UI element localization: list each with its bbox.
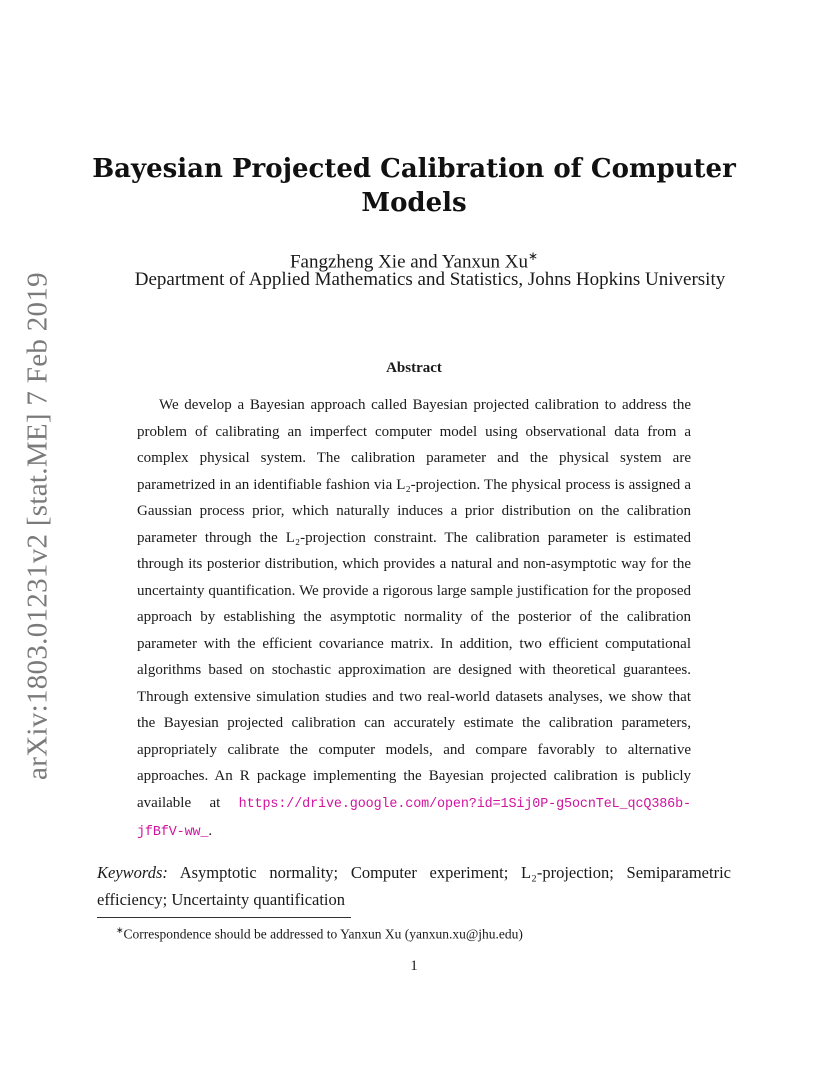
keywords-text: Asymptotic normality; Computer experiment; L₂-projection; Semiparametric efficiency; Uncertainty quantification: [97, 863, 731, 909]
abstract-url-suffix: .: [208, 823, 213, 839]
footnote: [116, 921, 523, 944]
footnote-text: Correspondence should be addressed to Yanxun Xu (yanxun.xu@jhu.edu): [123, 926, 523, 942]
package-url-link[interactable]: https://drive.google.com/open?id=1Sij0P-g5ocnTeL_qcQ386b-jfBfV-ww_: [137, 796, 691, 840]
page-number: 1: [410, 958, 418, 974]
keywords: [97, 859, 731, 913]
abstract-body: [137, 392, 691, 847]
abstract-text: We develop a Bayesian approach called Bayesian projected calibration to address the problem of calibrating an imperfect computer model using observational data from a complex physical system. The calibration parameter and the physical system are parametrized in an identifiable fashion via L₂-projection. The physical process is assigned a Gaussian process prior, which naturally induces a prior distribution on the calibration parameter through the L₂-projection constraint. The calibration parameter is estimated through its posterior distribution, which provides a natural and non-asymptotic way for the uncertainty quantification. We provide a rigorous large sample justification for the proposed approach by establishing the asymptotic normality of the posterior of the calibration parameter with the efficient covariance matrix. In addition, two efficient computational algorithms based on stochastic approximation are designed with theoretical guarantees. Through extensive simulation studies and two real-world datasets analyses, we show that the Bayesian projected calibration can accurately estimate the calibration parameters, appropriately calibrate the computer models, and compare favorably to alternative approaches. An R package implementing the Bayesian projected calibration is publicly available at: [137, 397, 691, 811]
author-affiliation: Department of Applied Mathematics and Statistics, Johns Hopkins University: [134, 269, 726, 290]
arxiv-identifier-text: arXiv:1803.01231v2 [stat.ME] 7 Feb 2019: [21, 272, 54, 780]
paper-title: Bayesian Projected Calibration of Computer Models: [92, 154, 736, 218]
author-names-text: Fangzheng Xie and Yanxun Xu: [289, 251, 528, 273]
footnote-marker: ∗: [116, 925, 124, 935]
author-footnote-marker: ∗: [527, 249, 539, 263]
abstract-heading: Abstract: [386, 360, 442, 376]
keywords-label: Keywords:: [97, 863, 168, 882]
footnote-divider: [97, 917, 351, 918]
